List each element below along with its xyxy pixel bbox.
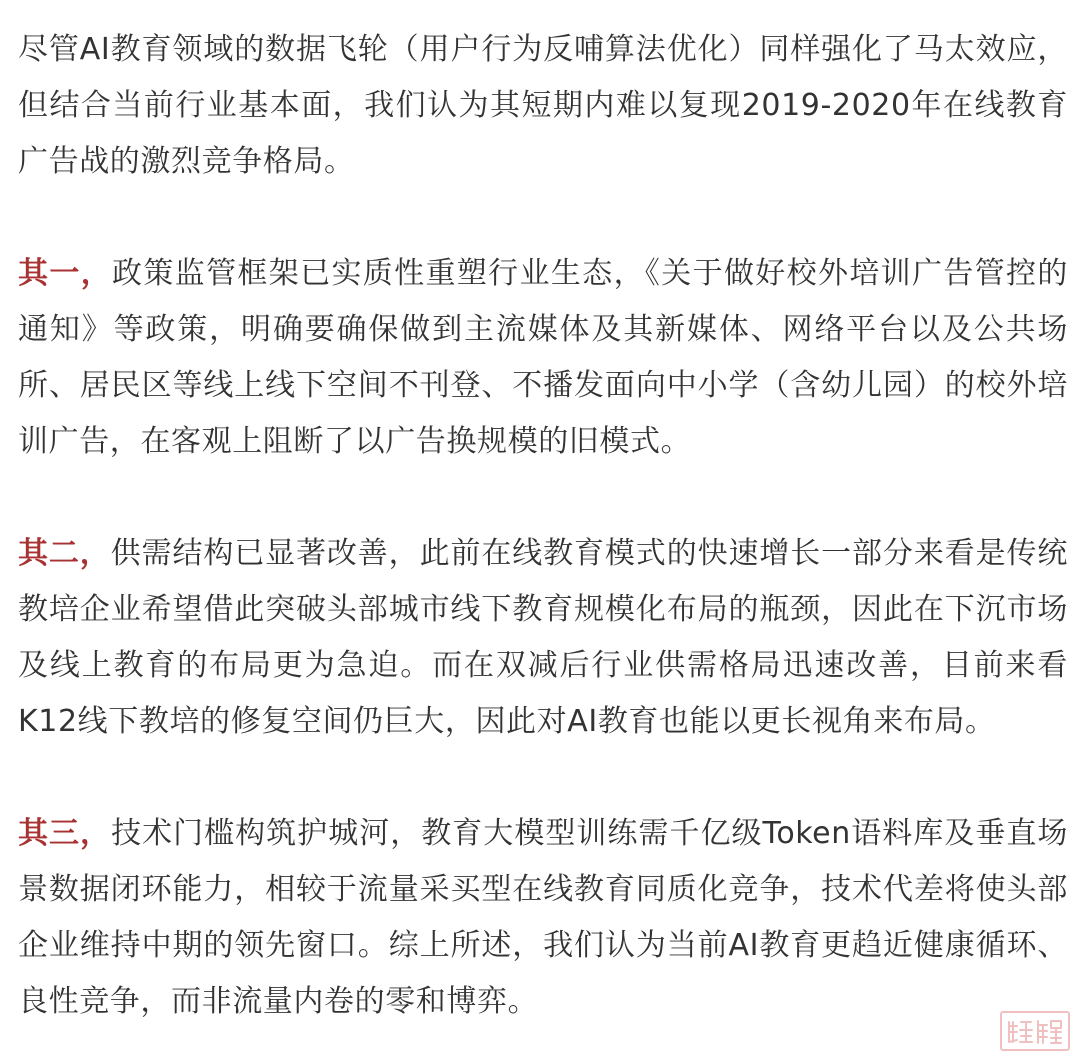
watermark-logo-icon — [1005, 1016, 1065, 1046]
paragraph-point-1 — [18, 246, 1068, 470]
paragraph-text: 技术门槛构筑护城河，教育大模型训练需千亿级Token语料库及垂直场景数据闭环能力，相较于流量采买型在线教育同质化竞争，技术代差将使头部企业维持中期的领先窗口。综上所述，我们认为当前AI教育更趋近健康循环、良性竞争，而非流量内卷的零和博弈。 — [18, 816, 1068, 1019]
paragraph-lead: 其二， — [18, 536, 111, 571]
paragraph-intro — [18, 22, 1068, 190]
paragraph-point-3 — [18, 806, 1068, 1030]
paragraph-lead: 其一， — [18, 256, 113, 291]
paragraph-text: 尽管AI教育领域的数据飞轮（用户行为反哺算法优化）同样强化了马太效应，但结合当前行业基本面，我们认为其短期内难以复现2019-2020年在线教育广告战的激烈竞争格局。 — [18, 32, 1068, 179]
paragraph-text: 供需结构已显著改善，此前在线教育模式的快速增长一部分来看是传统教培企业希望借此突破头部城市线下教育规模化布局的瓶颈，因此在下沉市场及线上教育的布局更为急迫。而在双减后行业供需格局迅速改善，目前来看K12线下教培的修复空间仍巨大，因此对AI教育也能以更长视角来布局。 — [18, 536, 1068, 739]
paragraph-point-2 — [18, 526, 1068, 750]
paragraph-lead: 其三， — [18, 816, 112, 851]
article-body — [18, 22, 1068, 1030]
paragraph-text: 政策监管框架已实质性重塑行业生态，《关于做好校外培训广告管控的通知》等政策，明确要确保做到主流媒体及其新媒体、网络平台以及公共场所、居民区等线上线下空间不刊登、不播发面向中小学（含幼儿园）的校外培训广告，在客观上阻断了以广告换规模的旧模式。 — [18, 256, 1068, 459]
watermark-logo — [1000, 1011, 1070, 1051]
